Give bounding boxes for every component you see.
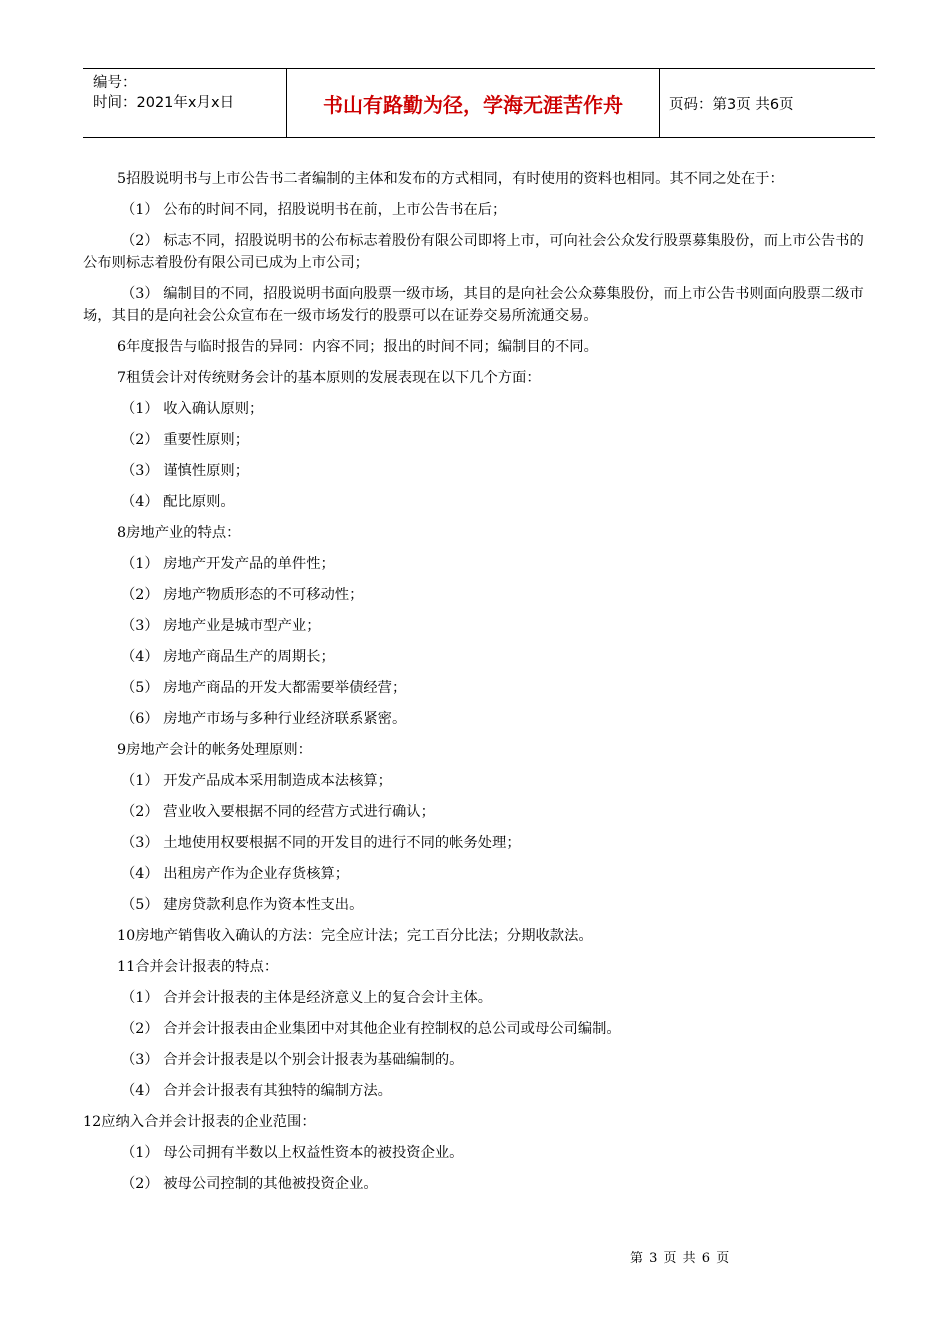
list-item: （4） 出租房产作为企业存货核算；: [121, 866, 350, 882]
list-item: （4） 配比原则。: [121, 494, 235, 510]
paragraph: 12应纳入合并会计报表的企业范围：: [83, 1114, 316, 1130]
header-table: [83, 68, 875, 138]
list-item: （3） 谨慎性原则；: [121, 463, 250, 479]
page-footer: 第 3 页 共 6 页: [630, 1251, 731, 1266]
list-item: （2） 标志不同，招股说明书的公布标志着股份有限公司即将上市，可向社会公众发行股票募集股份，而上市公告书的公布则标志着股份有限公司已成为上市公司；: [83, 233, 864, 271]
paragraph: 9房地产会计的帐务处理原则：: [117, 742, 312, 758]
list-item: （1） 收入确认原则；: [121, 401, 264, 417]
header-divider: [659, 69, 660, 137]
list-item: （1） 公布的时间不同，招股说明书在前，上市公告书在后；: [121, 202, 507, 218]
paragraph: 7租赁会计对传统财务会计的基本原则的发展表现在以下几个方面：: [117, 370, 541, 386]
number-label: 编号：: [93, 75, 137, 91]
paragraph: 6年度报告与临时报告的异同：内容不同；报出的时间不同；编制目的不同。: [117, 339, 598, 355]
list-item: （1） 开发产品成本采用制造成本法核算；: [121, 773, 392, 789]
list-item: （2） 营业收入要根据不同的经营方式进行确认；: [121, 804, 435, 820]
list-item: （5） 房地产商品的开发大都需要举债经营；: [121, 680, 407, 696]
header-page-label: 页码：第3页 共6页: [669, 96, 794, 113]
list-item: （5） 建房贷款利息作为资本性支出。: [121, 897, 364, 913]
paragraph: 5招股说明书与上市公告书二者编制的主体和发布的方式相同，有时使用的资料也相同。其不同之处在于：: [117, 171, 784, 187]
list-item: （6） 房地产市场与多种行业经济联系紧密。: [121, 711, 407, 727]
list-item: （3） 房地产业是城市型产业；: [121, 618, 321, 634]
list-item: （4） 房地产商品生产的周期长；: [121, 649, 335, 665]
list-item: （2） 房地产物质形态的不可移动性；: [121, 587, 364, 603]
header-motto: 书山有路勤为径，学海无涯苦作舟: [323, 92, 623, 117]
list-item: （2） 被母公司控制的其他被投资企业。: [121, 1176, 378, 1192]
list-item: （2） 合并会计报表由企业集团中对其他企业有控制权的总公司或母公司编制。: [121, 1021, 621, 1037]
time-label: 时间：2021年x月x日: [93, 95, 235, 111]
list-item: （1） 房地产开发产品的单件性；: [121, 556, 335, 572]
paragraph: 11合并会计报表的特点：: [117, 959, 279, 975]
list-item: （3） 土地使用权要根据不同的开发目的进行不同的帐务处理；: [121, 835, 521, 851]
list-item: （4） 合并会计报表有其独特的编制方法。: [121, 1083, 392, 1099]
list-item: （1） 合并会计报表的主体是经济意义上的复合会计主体。: [121, 990, 493, 1006]
paragraph: 10房地产销售收入确认的方法：完全应计法；完工百分比法；分期收款法。: [117, 928, 593, 944]
header-meta: [83, 69, 286, 137]
list-item: （3） 合并会计报表是以个别会计报表为基础编制的。: [121, 1052, 464, 1068]
document-body: [83, 168, 878, 1204]
list-item: （3） 编制目的不同，招股说明书面向股票一级市场，其目的是向社会公众募集股份，而上市公告书则面向股票二级市场，其目的是向社会公众宣布在一级市场发行的股票可以在证券交易所流通交易。: [83, 286, 864, 324]
list-item: （2） 重要性原则；: [121, 432, 250, 448]
paragraph: 8房地产业的特点：: [117, 525, 241, 541]
list-item: （1） 母公司拥有半数以上权益性资本的被投资企业。: [121, 1145, 464, 1161]
